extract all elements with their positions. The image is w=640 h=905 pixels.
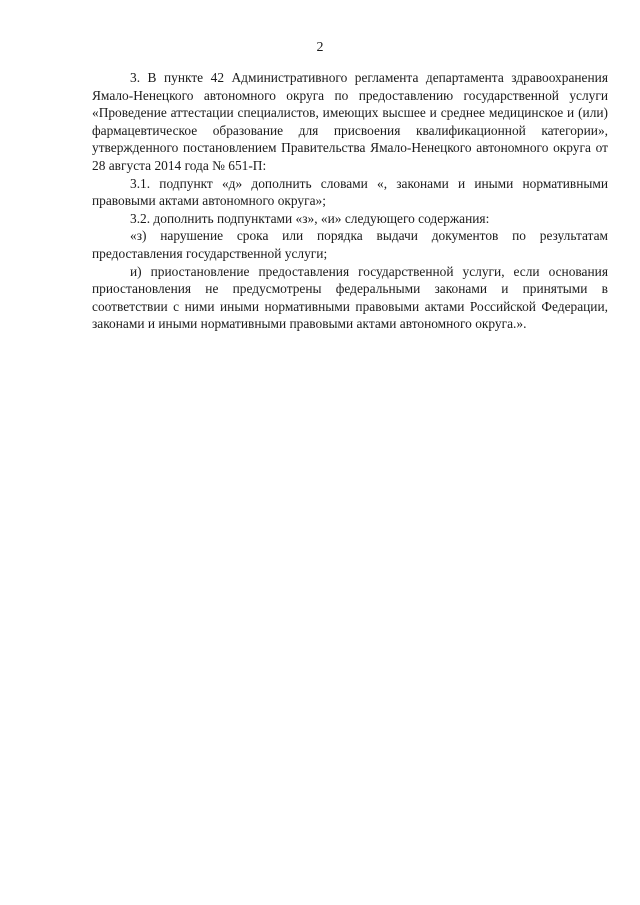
page-number: 2 — [316, 40, 324, 55]
paragraph-item-3: 3. В пункте 42 Административного регламента департамента здравоохранения Ямало-Ненецкого автономного округа по предоставлению государственной услуги «Проведение аттестации специалистов, имеющих высшее и среднее медицинское и (или) фармацевтическое образование для присвоения квалификационной категории», утвержденного постановлением Правительства Ямало-Ненецкого автономного округа от 28 августа 2014 года № 651-П: — [92, 70, 608, 173]
paragraph-subpoint-z: «з) нарушение срока или порядка выдачи документов по результатам предоставления государственной услуги; — [92, 228, 608, 261]
document-body — [92, 69, 608, 333]
paragraph-subitem-3-1: 3.1. подпункт «д» дополнить словами «, законами и иными нормативными правовыми актами автономного округа»; — [92, 175, 608, 209]
paragraph-subpoint-i: и) приостановление предоставления государственной услуги, если основания приостановления не предусмотрены федеральными законами и принятыми в соответствии с ними иными нормативными правовыми актами Российской Федерации, законами и иными нормативными правовыми актами автономного округа.». — [92, 263, 608, 332]
paragraph-subitem-3-2: 3.2. дополнить подпунктами «з», «и» следующего содержания: — [130, 210, 490, 226]
